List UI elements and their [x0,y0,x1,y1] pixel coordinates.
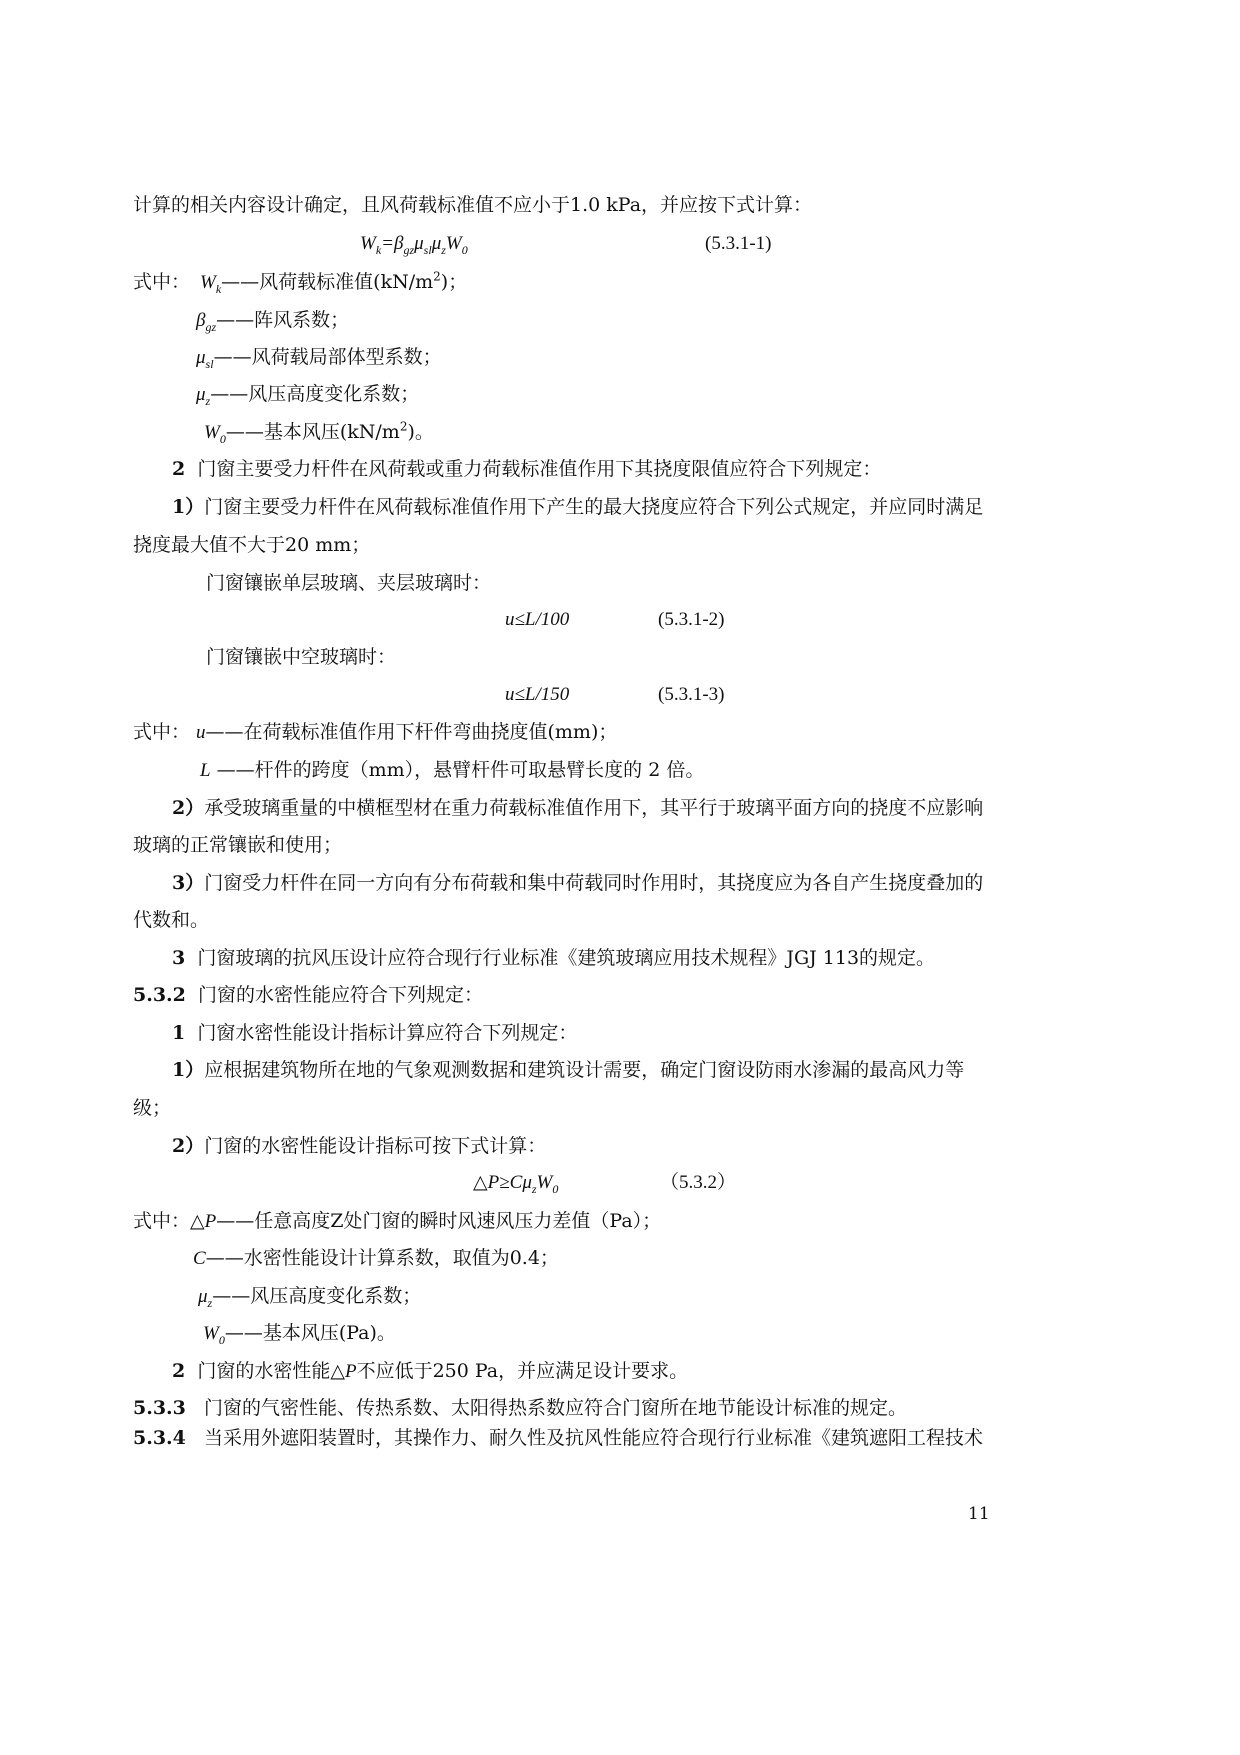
definition-muz: $\mu_z——$风压高度变化系数； [196,383,420,408]
definition-musl: $\mu_{sl}——$风荷载局部体型系数； [196,346,442,371]
section-clause: 5.3.4 当采用外遮阳装置时，其操作力、耐久性及抗风性能应符合现行行业标准《建筑遮阳工程技术 [133,1427,984,1449]
paragraph-line: 门窗镶嵌中空玻璃时： [206,646,397,668]
clause-item: 2 门窗主要受力杆件在风荷载或重力荷载标准值作用下其挠度限值应符合下列规定： [172,458,882,480]
where-label: 式中： [133,271,191,293]
definition-wk: $W_k——$风荷载标准值$(kN/m^2)$； [200,269,468,296]
paragraph-line: 代数和。 [133,909,210,931]
definition-beta: $\beta_{gz}——$阵风系数； [196,309,350,334]
subclause-item: 2）承受玻璃重量的中横框型材在重力荷载标准值作用下，其平行于玻璃平面方向的挠度不应影响 [172,797,984,819]
paragraph-line: 门窗镶嵌单层玻璃、夹层玻璃时： [206,572,492,594]
section-clause: 5.3.3 门窗的气密性能、传热系数、太阳得热系数应符合门窗所在地节能设计标准的规定。 [133,1397,908,1419]
subclause-item: 3）门窗受力杆件在同一方向有分布荷载和集中荷载同时作用时，其挠度应为各自产生挠度叠加的 [172,872,984,894]
definition-dp: △P——任意高度Z处门窗的瞬时风速风压力差值（Pa）； [190,1210,662,1232]
equation-number: (5.3.1-2) [658,609,725,630]
subclause-item: 1）应根据建筑物所在地的气象观测数据和建筑设计需要，确定门窗设防雨水渗漏的最高风力等 [172,1059,965,1081]
clause-item: 3 门窗玻璃的抗风压设计应符合现行行业标准《建筑玻璃应用技术规程》JGJ 113的规定。 [172,947,936,969]
definition-w0: $W_0——$基本风压(Pa)。 [203,1322,396,1347]
definition-l: L ——杆件的跨度（mm），悬臂杆件可取悬臂长度的 2 倍。 [200,759,705,781]
formula-deflection-100: u≤L/100 [505,609,570,630]
formula-water-tightness: $\triangle P\ge C\mu_zW_0$ [473,1172,559,1196]
paragraph-line: 挠度最大值不大于20 mm； [133,534,371,556]
page-number: 11 [968,1504,990,1524]
definition-u: u——在荷载标准值作用下杆件弯曲挠度值(mm)； [196,721,618,743]
paragraph-line: 玻璃的正常镶嵌和使用； [133,834,343,856]
subclause-item: 1）门窗主要受力杆件在风荷载标准值作用下产生的最大挠度应符合下列公式规定，并应同时满足 [172,496,984,518]
subclause-item: 2）门窗的水密性能设计指标可按下式计算： [172,1135,547,1157]
paragraph-line: 计算的相关内容设计确定，且风荷载标准值不应小于1.0 kPa，并应按下式计算： [133,194,813,216]
where-label: 式中： [133,721,191,743]
equation-number: （5.3.2） [660,1172,737,1193]
clause-item: 1 门窗水密性能设计指标计算应符合下列规定： [172,1022,578,1044]
where-label: 式中： [133,1210,191,1232]
definition-muz: $\mu_z——$风压高度变化系数； [198,1285,422,1310]
section-clause: 5.3.2 门窗的水密性能应符合下列规定： [133,984,483,1006]
definition-w0: $W_0——$基本风压$(kN/m^2)$。 [204,419,434,446]
equation-number: (5.3.1-1) [705,233,772,254]
formula-wind-load: $W_k=\beta_{gz}\mu_{sl}\mu_zW_0$ [360,233,468,257]
equation-number: (5.3.1-3) [658,684,725,705]
formula-deflection-150: u≤L/150 [505,684,570,705]
paragraph-line: 级； [133,1097,172,1119]
definition-c: C——水密性能设计计算系数，取值为0.4； [193,1247,559,1269]
clause-item: 2 门窗的水密性能△P不应低于250 Pa，并应满足设计要求。 [172,1360,689,1382]
